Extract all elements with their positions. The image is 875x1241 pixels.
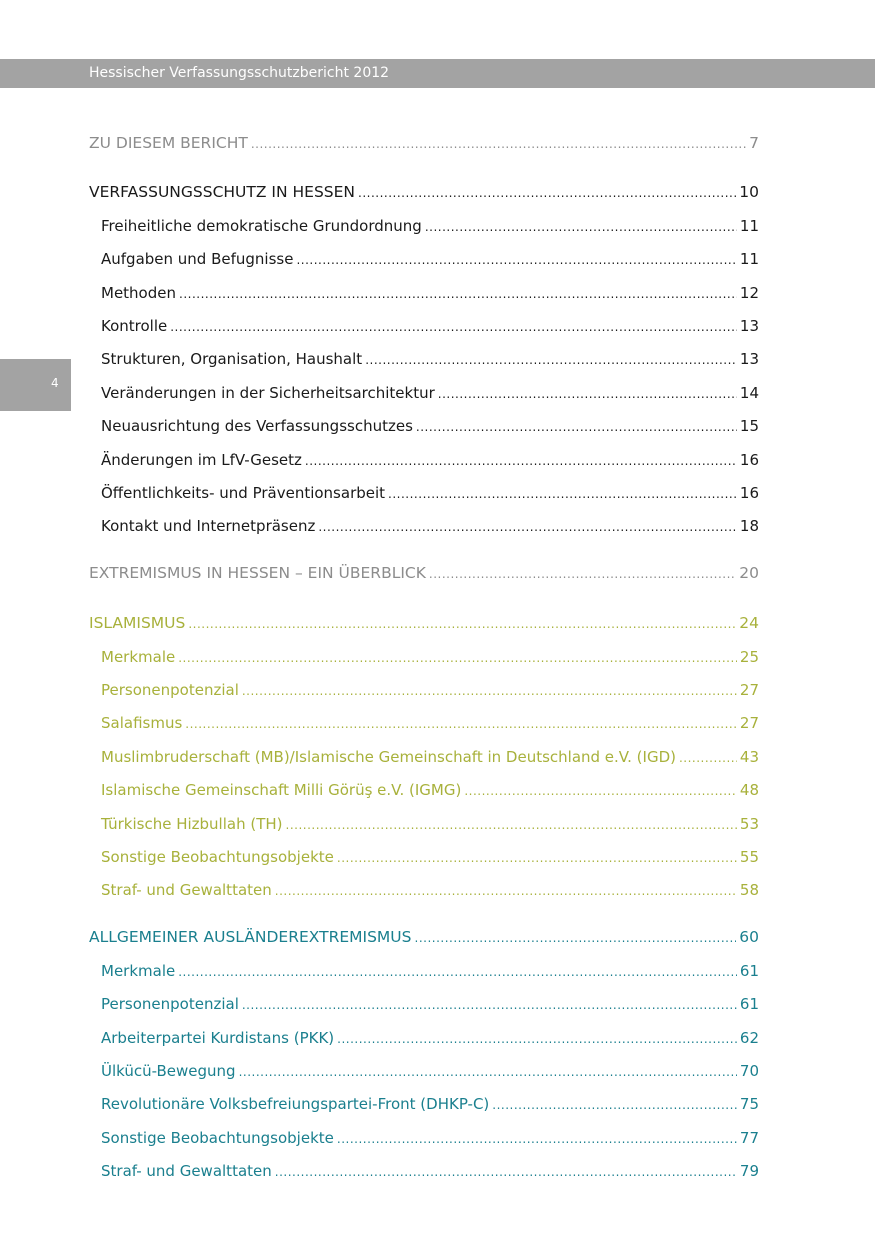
- toc-entry-page: 11: [739, 217, 759, 235]
- toc-leader-dots: [318, 516, 737, 538]
- toc-leader-dots: [178, 647, 737, 669]
- toc-entry-label: Kontrolle: [101, 317, 168, 335]
- toc-entry-page: 62: [739, 1029, 759, 1047]
- toc-entry[interactable]: [89, 181, 759, 203]
- toc-entry-label: VERFASSUNGSSCHUTZ IN HESSEN: [89, 183, 356, 201]
- toc-entry-page: 75: [739, 1095, 759, 1113]
- toc-entry-page: 55: [739, 848, 759, 866]
- toc-entry-label: ISLAMISMUS: [89, 614, 186, 632]
- toc-entry-page: 27: [739, 714, 759, 732]
- toc-leader-dots: [275, 1161, 737, 1183]
- toc-entry[interactable]: [89, 612, 759, 634]
- toc-leader-dots: [296, 249, 736, 271]
- header-bar: [0, 59, 875, 88]
- toc-leader-dots: [429, 563, 736, 585]
- toc-entry-label: Sonstige Beobachtungsobjekte: [101, 1129, 334, 1147]
- toc-entry[interactable]: [101, 315, 759, 337]
- toc-entry-label: Änderungen im LfV-Gesetz: [101, 451, 302, 469]
- toc-entry-page: 61: [739, 962, 759, 980]
- toc-entry[interactable]: [89, 562, 759, 584]
- toc-entry-label: Merkmale: [101, 962, 176, 980]
- toc-entry[interactable]: [101, 1093, 759, 1115]
- toc-entry[interactable]: [101, 215, 759, 237]
- toc-leader-dots: [305, 450, 737, 472]
- toc-entry-label: Straf- und Gewalttaten: [101, 881, 272, 899]
- toc-entry[interactable]: [101, 449, 759, 471]
- toc-leader-dots: [492, 1094, 737, 1116]
- toc-entry-label: Arbeiterpartei Kurdistans (PKK): [101, 1029, 335, 1047]
- toc-leader-dots: [337, 1028, 737, 1050]
- toc-entry-label: Öffentlichkeits- und Präventionsarbeit: [101, 484, 386, 502]
- toc-entry-label: Straf- und Gewalttaten: [101, 1162, 272, 1180]
- toc-leader-dots: [185, 713, 737, 735]
- toc-leader-dots: [358, 182, 736, 204]
- toc-entry[interactable]: [101, 348, 759, 370]
- toc-entry[interactable]: [101, 415, 759, 437]
- toc-entry-label: ALLGEMEINER AUSLÄNDEREXTREMISMUS: [89, 928, 412, 946]
- toc-entry[interactable]: [101, 1127, 759, 1149]
- toc-entry-page: 7: [749, 134, 759, 152]
- toc-entry[interactable]: [101, 1060, 759, 1082]
- toc-entry-page: 15: [739, 417, 759, 435]
- toc-entry-page: 12: [739, 284, 759, 302]
- page-number: 4: [51, 376, 59, 390]
- toc-entry-page: 16: [739, 484, 759, 502]
- toc-entry[interactable]: [101, 712, 759, 734]
- toc-leader-dots: [242, 994, 737, 1016]
- toc-leader-dots: [286, 814, 737, 836]
- toc-entry-label: Kontakt und Internetpräsenz: [101, 517, 316, 535]
- toc-entry-page: 20: [739, 564, 759, 582]
- toc-leader-dots: [464, 780, 737, 802]
- toc-entry-page: 48: [739, 781, 759, 799]
- toc-entry-label: Merkmale: [101, 648, 176, 666]
- toc-leader-dots: [170, 316, 737, 338]
- toc-leader-dots: [337, 1128, 737, 1150]
- toc-entry[interactable]: [101, 1027, 759, 1049]
- toc-leader-dots: [415, 927, 737, 949]
- toc-entry[interactable]: [101, 482, 759, 504]
- toc-entry-page: 61: [739, 995, 759, 1013]
- toc-entry-page: 18: [739, 517, 759, 535]
- toc-entry-label: Sonstige Beobachtungsobjekte: [101, 848, 334, 866]
- toc-entry-label: EXTREMISMUS IN HESSEN – EIN ÜBERBLICK: [89, 564, 426, 582]
- toc-leader-dots: [416, 416, 737, 438]
- toc-leader-dots: [337, 847, 737, 869]
- toc-leader-dots: [438, 383, 737, 405]
- toc-entry[interactable]: [101, 746, 759, 768]
- toc-entry-label: Personenpotenzial: [101, 681, 239, 699]
- toc-entry-label: Personenpotenzial: [101, 995, 239, 1013]
- toc-leader-dots: [179, 283, 737, 305]
- toc-leader-dots: [425, 216, 737, 238]
- toc-leader-dots: [188, 613, 736, 635]
- toc-leader-dots: [275, 880, 737, 902]
- toc-entry[interactable]: [101, 515, 759, 537]
- toc-leader-dots: [242, 680, 737, 702]
- toc-entry[interactable]: [101, 646, 759, 668]
- toc-entry-page: 60: [739, 928, 759, 946]
- toc-entry[interactable]: [101, 879, 759, 901]
- toc-leader-dots: [239, 1061, 737, 1083]
- toc-entry-page: 43: [739, 748, 759, 766]
- header-title: Hessischer Verfassungsschutzbericht 2012: [89, 65, 390, 81]
- toc-entry-page: 77: [739, 1129, 759, 1147]
- toc-entry-label: Türkische Hizbullah (TH): [101, 815, 283, 833]
- toc-entry-label: Ülkücü-Bewegung: [101, 1062, 236, 1080]
- toc-entry-label: Strukturen, Organisation, Haushalt: [101, 350, 363, 368]
- toc-entry-page: 13: [739, 317, 759, 335]
- toc-entry-label: ZU DIESEM BERICHT: [89, 134, 248, 152]
- toc-entry-page: 27: [739, 681, 759, 699]
- toc-entry[interactable]: [101, 993, 759, 1015]
- toc-entry-page: 79: [739, 1162, 759, 1180]
- toc-entry[interactable]: [89, 926, 759, 948]
- toc-entry-page: 14: [739, 384, 759, 402]
- toc-entry[interactable]: [101, 960, 759, 982]
- toc-entry-label: Aufgaben und Befugnisse: [101, 250, 294, 268]
- toc-entry-page: 11: [739, 250, 759, 268]
- toc-entry-page: 10: [739, 183, 759, 201]
- toc-entry[interactable]: [101, 846, 759, 868]
- toc-entry-label: Freiheitliche demokratische Grundordnung: [101, 217, 422, 235]
- toc-entry-label: Muslimbruderschaft (MB)/Islamische Gemeinschaft in Deutschland e.V. (IGD): [101, 748, 676, 766]
- toc-entry[interactable]: [101, 779, 759, 801]
- toc-entry-page: 16: [739, 451, 759, 469]
- toc-entry[interactable]: [89, 132, 759, 154]
- toc-entry[interactable]: [101, 282, 759, 304]
- toc-entry[interactable]: [101, 813, 759, 835]
- toc-entry-page: 13: [739, 350, 759, 368]
- toc-entry-page: 70: [739, 1062, 759, 1080]
- toc-entry-label: Islamische Gemeinschaft Milli Görüş e.V. (IGMG): [101, 781, 462, 799]
- toc-entry[interactable]: [101, 248, 759, 270]
- toc-leader-dots: [388, 483, 737, 505]
- toc-entry-label: Methoden: [101, 284, 176, 302]
- toc-entry-page: 58: [739, 881, 759, 899]
- toc-leader-dots: [679, 747, 737, 769]
- toc-entry-label: Veränderungen in der Sicherheitsarchitektur: [101, 384, 435, 402]
- toc-entry-page: 53: [739, 815, 759, 833]
- toc-entry[interactable]: [101, 679, 759, 701]
- toc-entry[interactable]: [101, 1160, 759, 1182]
- toc-leader-dots: [178, 961, 737, 983]
- toc-leader-dots: [365, 349, 737, 371]
- toc-entry-page: 25: [739, 648, 759, 666]
- page-number-tab: [0, 359, 71, 411]
- toc-entry-label: Salafismus: [101, 714, 183, 732]
- toc-entry-label: Revolutionäre Volksbefreiungspartei-Front (DHKP-C): [101, 1095, 490, 1113]
- toc-entry-label: Neuausrichtung des Verfassungsschutzes: [101, 417, 413, 435]
- toc-leader-dots: [251, 133, 746, 155]
- toc-entry[interactable]: [101, 382, 759, 404]
- toc-entry-page: 24: [739, 614, 759, 632]
